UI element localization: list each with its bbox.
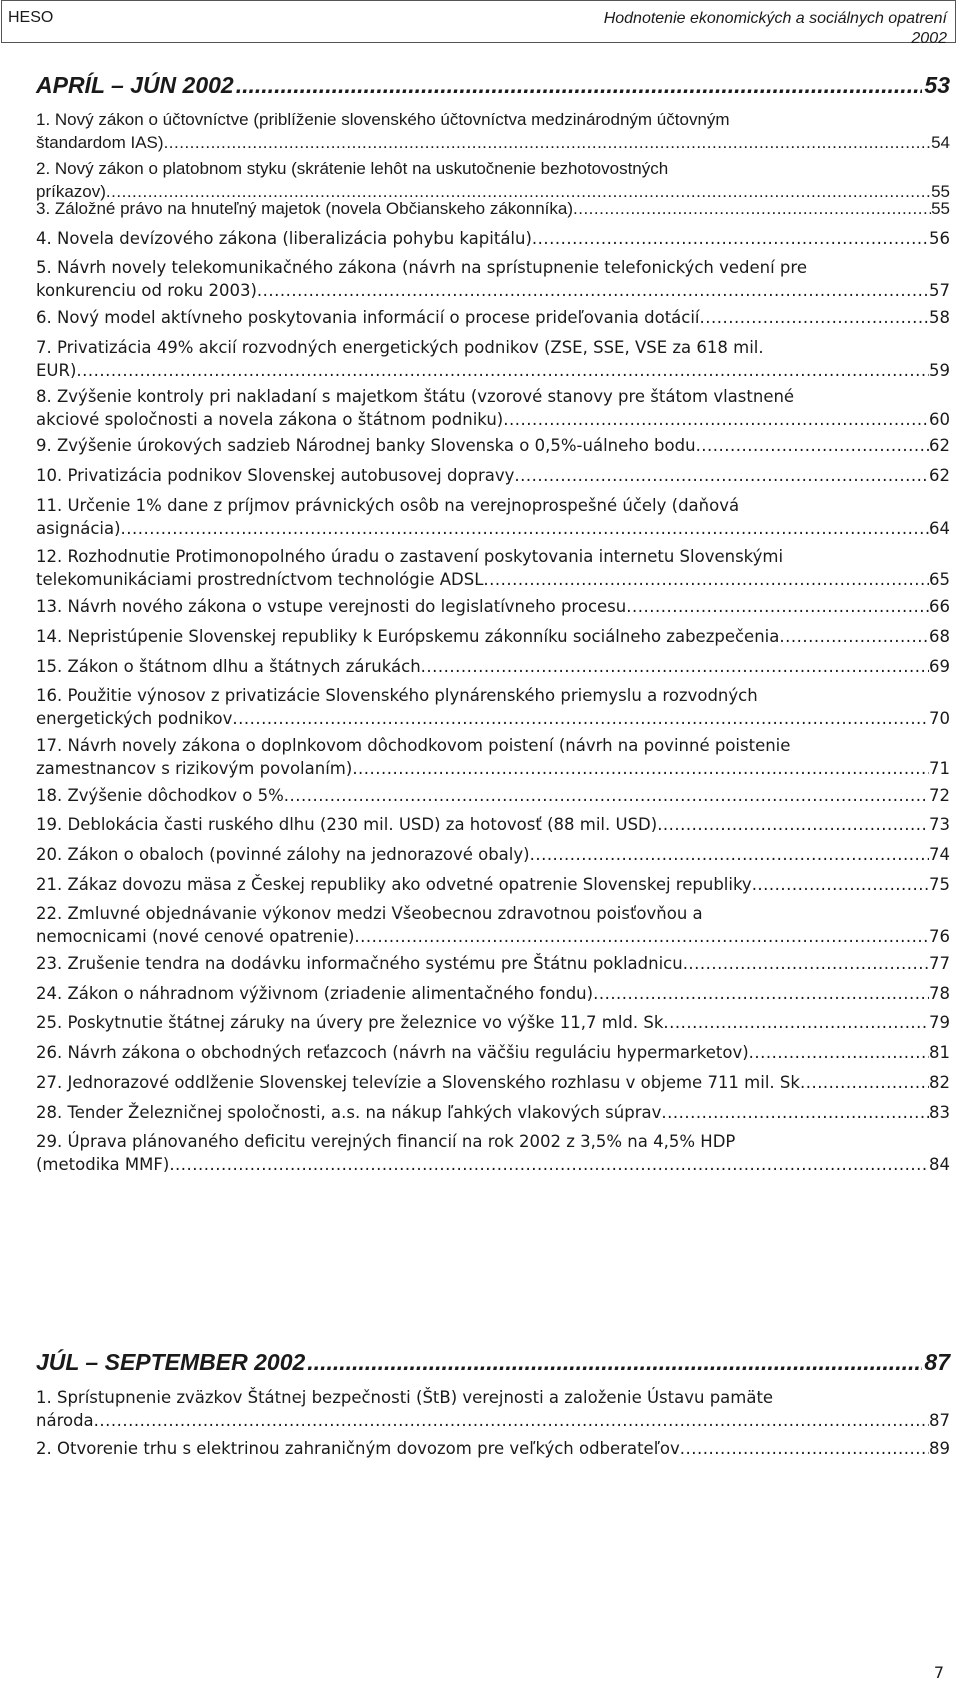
toc-entry[interactable] bbox=[36, 625, 950, 648]
dot-leader bbox=[663, 1011, 929, 1034]
toc-entry-last-line bbox=[36, 434, 950, 457]
toc-entry-text: 20. Zákon o obaloch (povinné zálohy na jednorazové obaly) bbox=[36, 845, 530, 864]
toc-entry-last-line bbox=[36, 1071, 950, 1094]
dot-leader bbox=[779, 625, 929, 648]
toc-entry-last-line bbox=[36, 464, 950, 487]
dot-leader bbox=[626, 595, 929, 618]
dot-leader bbox=[352, 757, 929, 780]
toc-entry-last-line bbox=[36, 1041, 950, 1064]
toc-entry-line: 7. Privatizácia 49% akcií rozvodných energetických podnikov (ZSE, SSE, VSE za 618 mil. bbox=[36, 338, 764, 357]
header-title-line1: Hodnotenie ekonomických a sociálnych opatrení bbox=[603, 10, 947, 27]
toc-entry[interactable] bbox=[36, 655, 950, 678]
dot-leader bbox=[236, 72, 923, 99]
toc-entry-page: 87 bbox=[929, 1411, 950, 1430]
toc-entry-last-line bbox=[36, 873, 950, 896]
dot-leader bbox=[483, 568, 929, 591]
toc-entry-page: 57 bbox=[929, 281, 950, 300]
toc-entry[interactable] bbox=[36, 336, 950, 382]
toc-entry-text: energetických podnikov bbox=[36, 709, 233, 728]
dot-leader bbox=[749, 1041, 929, 1064]
section-page: 53 bbox=[924, 72, 950, 98]
toc-entry-last-line bbox=[36, 784, 950, 807]
toc-entry-page: 66 bbox=[929, 597, 950, 616]
toc-entry-text: 3. Záložné právo na hnuteľný majetok (novela Občianskeho zákonníka) bbox=[36, 199, 573, 218]
toc-entry-text: 28. Tender Železničnej spoločnosti, a.s. na nákup ľahkých vlakových súprav bbox=[36, 1103, 662, 1122]
toc-entry[interactable] bbox=[36, 1386, 950, 1432]
toc-entry-page: 55 bbox=[931, 182, 950, 201]
toc-entry-text: štandardom IAS) bbox=[36, 133, 164, 152]
toc-entry-page: 70 bbox=[929, 709, 950, 728]
toc-entry[interactable] bbox=[36, 843, 950, 866]
toc-entry-page: 59 bbox=[929, 361, 950, 380]
header-org: HESO bbox=[8, 9, 54, 26]
toc-entry-page: 75 bbox=[929, 875, 950, 894]
toc-entry-last-line bbox=[36, 757, 950, 780]
toc-entry-page: 64 bbox=[929, 519, 950, 538]
toc-entry-text: 23. Zrušenie tendra na dodávku informačného systému pre Štátnu pokladnicu bbox=[36, 954, 683, 973]
toc-entry-page: 54 bbox=[931, 133, 950, 152]
dot-leader bbox=[800, 1071, 929, 1094]
toc-entry[interactable] bbox=[36, 873, 950, 896]
toc-entry-last-line bbox=[36, 227, 950, 250]
toc-entry-page: 62 bbox=[929, 436, 950, 455]
toc-entry-text: národa bbox=[36, 1411, 94, 1430]
toc-section-heading[interactable] bbox=[36, 1349, 950, 1376]
toc-entry-page: 81 bbox=[929, 1043, 950, 1062]
toc-entry-page: 72 bbox=[929, 786, 950, 805]
toc-entry-last-line bbox=[36, 625, 950, 648]
toc-entry[interactable] bbox=[36, 684, 950, 730]
toc-entry-text: 27. Jednorazové oddlženie Slovenskej televízie a Slovenského rozhlasu v objeme 711 mil. Sk bbox=[36, 1073, 800, 1092]
toc-entry-last-line bbox=[36, 568, 950, 591]
toc-entry[interactable] bbox=[36, 1071, 950, 1094]
toc-entry-text: zamestnancov s rizikovým povolaním) bbox=[36, 759, 353, 778]
dot-leader bbox=[76, 359, 929, 382]
toc-entry-line: 1. Sprístupnenie zväzkov Štátnej bezpečnosti (ŠtB) verejnosti a založenie Ústavu pamäte bbox=[36, 1388, 774, 1407]
dot-leader bbox=[232, 707, 929, 730]
dot-leader bbox=[593, 982, 929, 1005]
toc-entry-text: 6. Nový model aktívneho poskytovania informácií o procese prideľovania dotácií bbox=[36, 308, 700, 327]
toc-entry-last-line bbox=[36, 982, 950, 1005]
toc-entry-page: 55 bbox=[931, 199, 950, 218]
toc-entry[interactable] bbox=[36, 813, 950, 836]
toc-entry-line: 1. Nový zákon o účtovníctve (priblíženie slovenského účtovníctva medzinárodným účtovným bbox=[36, 110, 730, 129]
toc-entry[interactable] bbox=[36, 108, 950, 154]
toc-entry-text: 9. Zvýšenie úrokových sadzieb Národnej banky Slovenska o 0,5%-uálneho bodu bbox=[36, 436, 696, 455]
dot-leader bbox=[752, 873, 929, 896]
toc-entry[interactable] bbox=[36, 1437, 950, 1460]
toc-entry-last-line bbox=[36, 1409, 950, 1432]
dot-leader bbox=[164, 131, 932, 154]
toc-entry[interactable] bbox=[36, 1101, 950, 1124]
toc-section-heading[interactable] bbox=[36, 72, 950, 99]
toc-entry-last-line bbox=[36, 813, 950, 836]
section-page: 87 bbox=[924, 1349, 950, 1375]
toc-entry-text: (metodika MMF) bbox=[36, 1155, 170, 1174]
toc-entry-last-line bbox=[36, 359, 950, 382]
toc-entry-text: 14. Nepristúpenie Slovenskej republiky k Európskemu zákonníku sociálneho zabezpečenia bbox=[36, 627, 780, 646]
toc-entry-line: 22. Zmluvné objednávanie výkonov medzi Všeobecnou zdravotnou poisťovňou a bbox=[36, 904, 703, 923]
toc-entry-text: telekomunikáciami prostredníctvom technológie ADSL bbox=[36, 570, 484, 589]
toc-entry-text: 25. Poskytnutie štátnej záruky na úvery pre železnice vo výške 11,7 mld. Sk bbox=[36, 1013, 664, 1032]
toc-entry[interactable] bbox=[36, 197, 950, 220]
toc-entry-last-line bbox=[36, 408, 950, 431]
dot-leader bbox=[700, 306, 929, 329]
dot-leader bbox=[94, 1409, 929, 1432]
toc-entry-page: 62 bbox=[929, 466, 950, 485]
toc-entry[interactable] bbox=[36, 256, 950, 302]
toc-entry-page: 68 bbox=[929, 627, 950, 646]
toc-entry-text: konkurenciu od roku 2003) bbox=[36, 281, 257, 300]
toc-entry-text: príkazov) bbox=[36, 182, 106, 201]
toc-entry-text: 4. Novela devízového zákona (liberalizácia pohybu kapitálu) bbox=[36, 229, 532, 248]
toc-entry-page: 65 bbox=[929, 570, 950, 589]
toc-entry-last-line bbox=[36, 952, 950, 975]
dot-leader bbox=[683, 952, 929, 975]
toc-entry-page: 73 bbox=[929, 815, 950, 834]
toc-entry-last-line bbox=[36, 131, 950, 154]
dot-leader bbox=[307, 1349, 922, 1376]
dot-leader bbox=[573, 197, 931, 220]
toc-entry-page: 78 bbox=[929, 984, 950, 1003]
page-number: 7 bbox=[933, 1663, 944, 1682]
dot-leader bbox=[354, 925, 929, 948]
header-title bbox=[604, 9, 947, 49]
toc-entry-last-line bbox=[36, 306, 950, 329]
toc-entry[interactable] bbox=[36, 385, 950, 431]
section-title: APRÍL – JÚN 2002 bbox=[36, 72, 234, 98]
toc-entry-last-line bbox=[36, 843, 950, 866]
dot-leader bbox=[421, 655, 929, 678]
toc-entry[interactable] bbox=[36, 464, 950, 487]
toc-entry[interactable] bbox=[36, 1130, 950, 1176]
toc-entry-text: asignácia) bbox=[36, 519, 121, 538]
dot-leader bbox=[514, 464, 929, 487]
header-title-line2: 2002 bbox=[911, 30, 947, 47]
toc-entry-last-line bbox=[36, 595, 950, 618]
toc-entry-text: 21. Zákaz dovozu mäsa z Českej republiky ako odvetné opatrenie Slovenskej republiky bbox=[36, 875, 752, 894]
toc-entry-page: 56 bbox=[929, 229, 950, 248]
toc-entry-page: 58 bbox=[929, 308, 950, 327]
dot-leader bbox=[530, 843, 929, 866]
dot-leader bbox=[696, 434, 929, 457]
dot-leader bbox=[680, 1437, 929, 1460]
toc-entry[interactable] bbox=[36, 434, 950, 457]
toc-entry-line: 11. Určenie 1% dane z príjmov právnických osôb na verejnoprospešné účely (daňová bbox=[36, 496, 740, 515]
toc-entry-text: 26. Návrh zákona o obchodných reťazcoch (návrh na väčšiu reguláciu hypermarketov) bbox=[36, 1043, 749, 1062]
toc-entry-text: 19. Deblokácia časti ruského dlhu (230 mil. USD) za hotovosť (88 mil. USD) bbox=[36, 815, 658, 834]
toc-entry[interactable] bbox=[36, 784, 950, 807]
toc-entry-page: 82 bbox=[929, 1073, 950, 1092]
toc-entry[interactable] bbox=[36, 952, 950, 975]
toc-entry-text: EUR) bbox=[36, 361, 77, 380]
toc-entry-line: 16. Použitie výnosov z privatizácie Slovenského plynárenského priemyslu a rozvodných bbox=[36, 686, 758, 705]
toc-entry-page: 76 bbox=[929, 927, 950, 946]
toc-entry[interactable] bbox=[36, 306, 950, 329]
toc-entry-line: 2. Nový zákon o platobnom styku (skrátenie lehôt na uskutočnenie bezhotovostných bbox=[36, 159, 669, 178]
toc-entry-text: nemocnicami (nové cenové opatrenie) bbox=[36, 927, 355, 946]
toc-entry-last-line bbox=[36, 707, 950, 730]
toc-entry-text: 13. Návrh nového zákona o vstupe verejnosti do legislatívneho procesu bbox=[36, 597, 627, 616]
toc-entry-page: 69 bbox=[929, 657, 950, 676]
toc-entry[interactable] bbox=[36, 982, 950, 1005]
dot-leader bbox=[532, 227, 929, 250]
toc-entry-page: 74 bbox=[929, 845, 950, 864]
toc-entry-page: 71 bbox=[929, 759, 950, 778]
toc-entry[interactable] bbox=[36, 1041, 950, 1064]
dot-leader bbox=[257, 279, 929, 302]
toc-entry-last-line bbox=[36, 1101, 950, 1124]
dot-leader bbox=[284, 784, 929, 807]
toc-entry[interactable] bbox=[36, 545, 950, 591]
toc-entry-text: 18. Zvýšenie dôchodkov o 5% bbox=[36, 786, 284, 805]
toc-entry[interactable] bbox=[36, 494, 950, 540]
toc-entry-last-line bbox=[36, 925, 950, 948]
toc-entry[interactable] bbox=[36, 902, 950, 948]
toc-entry-last-line bbox=[36, 279, 950, 302]
dot-leader bbox=[169, 1153, 929, 1176]
toc-entry-line: 17. Návrh novely zákona o doplnkovom dôchodkovom poistení (návrh na povinné poistenie bbox=[36, 736, 791, 755]
toc-entry-last-line bbox=[36, 655, 950, 678]
toc-entry-line: 12. Rozhodnutie Protimonopolného úradu o zastavení poskytovania internetu Slovenskými bbox=[36, 547, 784, 566]
toc-entry-page: 79 bbox=[929, 1013, 950, 1032]
toc-entry-page: 83 bbox=[929, 1103, 950, 1122]
section-title: JÚL – SEPTEMBER 2002 bbox=[36, 1349, 306, 1375]
toc-entry-text: 2. Otvorenie trhu s elektrinou zahraničným dovozom pre veľkých odberateľov bbox=[36, 1439, 680, 1458]
toc-entry[interactable] bbox=[36, 227, 950, 250]
toc-entry-last-line bbox=[36, 517, 950, 540]
toc-entry[interactable] bbox=[36, 1011, 950, 1034]
toc-entry-last-line bbox=[36, 1153, 950, 1176]
page-header bbox=[1, 0, 956, 47]
toc-entry-text: 10. Privatizácia podnikov Slovenskej autobusovej dopravy bbox=[36, 466, 515, 485]
toc-entry-page: 60 bbox=[929, 410, 950, 429]
dot-leader bbox=[503, 408, 929, 431]
toc-entry-last-line bbox=[36, 1011, 950, 1034]
toc-entry-page: 84 bbox=[929, 1155, 950, 1174]
toc-entry-line: 29. Úprava plánovaného deficitu verejných financií na rok 2002 z 3,5% na 4,5% HDP bbox=[36, 1132, 736, 1151]
toc-entry-page: 77 bbox=[929, 954, 950, 973]
toc-entry-text: 24. Zákon o náhradnom výživnom (zriadenie alimentačného fondu) bbox=[36, 984, 594, 1003]
toc-entry-text: akciové spoločnosti a novela zákona o štátnom podniku) bbox=[36, 410, 504, 429]
toc-entry-line: 5. Návrh novely telekomunikačného zákona (návrh na sprístupnenie telefonických vedení pre bbox=[36, 258, 807, 277]
toc-entry-page: 89 bbox=[929, 1439, 950, 1458]
dot-leader bbox=[661, 1101, 929, 1124]
toc-entry[interactable] bbox=[36, 734, 950, 780]
dot-leader bbox=[121, 517, 929, 540]
toc-entry-last-line bbox=[36, 1437, 950, 1460]
toc-entry[interactable] bbox=[36, 595, 950, 618]
toc-entry-line: 8. Zvýšenie kontroly pri nakladaní s majetkom štátu (vzorové stanovy pre štátom vlastnené bbox=[36, 387, 795, 406]
dot-leader bbox=[657, 813, 929, 836]
toc-entry-last-line bbox=[36, 197, 950, 220]
toc-entry-text: 15. Zákon o štátnom dlhu a štátnych zárukách bbox=[36, 657, 421, 676]
